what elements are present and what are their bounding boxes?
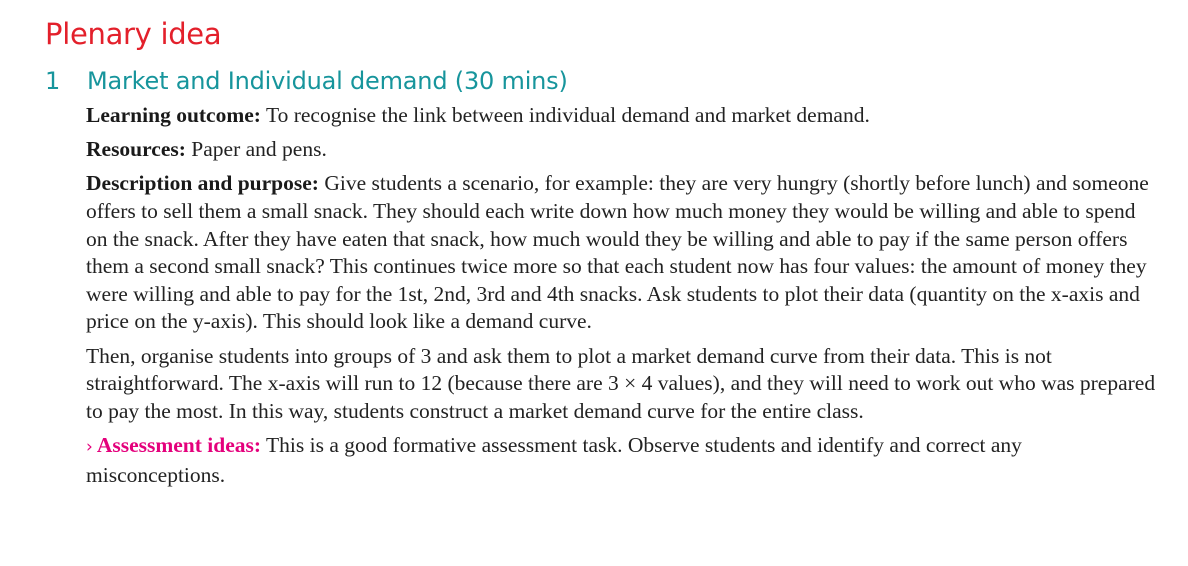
description-continued-paragraph: Then, organise students into groups of 3 and ask them to plot a market demand curve from their data. This is not straightforward. The x-axis will run to 12 (because there are 3 × 4 values), and they will need to work out who was prepared to pay the most. In this way, students construct a market demand curve for the entire class. (86, 343, 1156, 423)
activity-content (86, 102, 1156, 496)
description-paragraph (86, 170, 1156, 336)
section-title: Plenary idea (45, 17, 222, 51)
learning-outcome-paragraph (86, 102, 1156, 130)
resources-label: Resources: (86, 137, 186, 162)
assessment-paragraph (86, 432, 1156, 489)
description-label: Description and purpose: (86, 171, 319, 196)
activity-title: Market and Individual demand (30 mins) (87, 67, 568, 95)
assessment-label: Assessment ideas: (96, 432, 262, 457)
assessment-text: This is a good formative assessment task. Observe students and identify and correct any misconceptions. (86, 432, 1022, 487)
learning-outcome-text: To recognise the link between individual demand and market demand. (260, 103, 870, 127)
learning-outcome-label: Learning outcome: (86, 103, 261, 127)
resources-paragraph (86, 136, 1156, 164)
description-text: Give students a scenario, for example: they are very hungry (shortly before lunch) and someone offers to sell them a small snack. They should each write down how much money they would be willing and able to spend on the snack. After they have eaten that snack, how much would they be willing and able to pay if the same person offers them a second small snack? This continues twice more so that each student now has four values: the amount of money they were willing and able to pay for the 1st, 2nd, 3rd and 4th snacks. Ask students to plot their data (quantity on the x-axis and price on the y-axis). This should look like a demand curve. (86, 171, 1149, 334)
chevron-right-icon: › (86, 436, 93, 457)
activity-heading (45, 64, 568, 98)
activity-number: 1 (45, 67, 61, 95)
resources-text: Paper and pens. (185, 137, 327, 162)
